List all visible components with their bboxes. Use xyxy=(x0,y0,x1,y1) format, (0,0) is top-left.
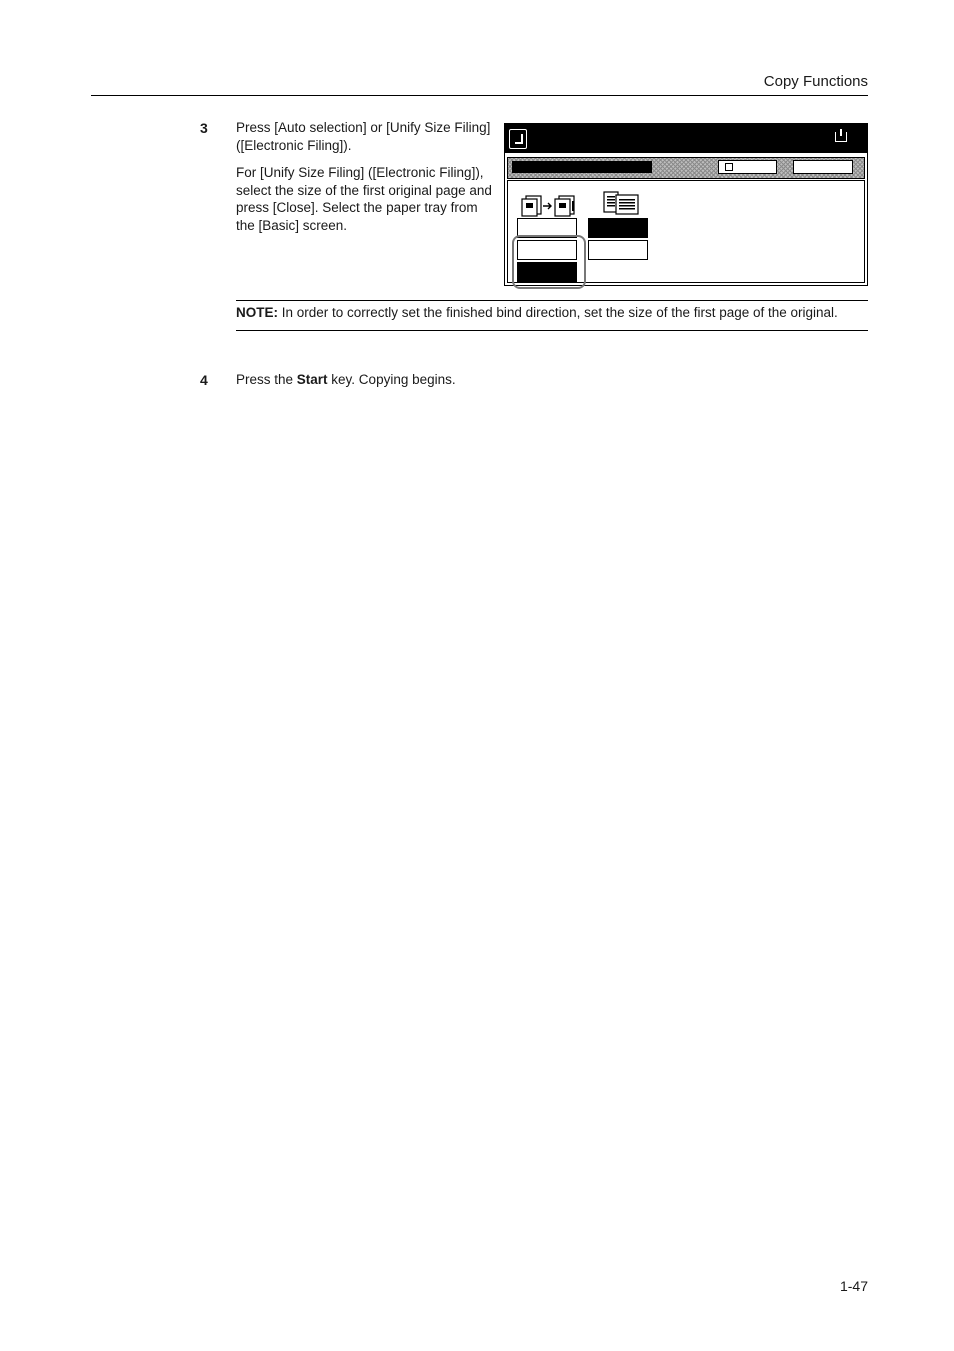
step-3-paragraph-2: For [Unify Size Filing] ([Electronic Filing]), select the size of the first original page and press [Close]. Select the paper tray from the [Basic] screen. xyxy=(236,165,492,233)
selection-highlight xyxy=(512,235,586,289)
note-box xyxy=(236,300,868,331)
note-text: In order to correctly set the finished bind direction, set the size of the first page of the original. xyxy=(278,305,838,320)
step-4-text-after: key. Copying begins. xyxy=(327,372,456,387)
step-4-body xyxy=(236,371,836,389)
filing-option-button-1[interactable] xyxy=(588,218,648,238)
panel-subheader-title xyxy=(512,161,652,173)
document-icon xyxy=(509,129,527,149)
panel-title-bar xyxy=(505,124,867,153)
filing-option-button-2[interactable] xyxy=(588,240,648,260)
start-key-label: Start xyxy=(296,372,328,387)
operation-panel-screenshot xyxy=(504,123,868,286)
step-3-body xyxy=(236,119,498,244)
header-title: Copy Functions xyxy=(763,73,868,90)
page-number: 1-47 xyxy=(839,1278,868,1294)
copy-size-icon xyxy=(520,195,578,217)
step-3-paragraph-1: Press [Auto selection] or [Unify Size Filing] ([Electronic Filing]). xyxy=(236,120,491,153)
panel-close-button[interactable] xyxy=(793,160,853,174)
step-number-3: 3 xyxy=(200,120,208,136)
step-4-text-before: Press the xyxy=(236,372,297,387)
note-label: NOTE: xyxy=(236,305,278,320)
panel-content xyxy=(507,180,865,283)
header-divider xyxy=(91,95,868,96)
unify-filing-icon xyxy=(602,191,640,215)
power-icon xyxy=(835,132,847,142)
panel-subheader xyxy=(507,157,865,179)
step-number-4: 4 xyxy=(200,372,208,388)
panel-shortcut-button[interactable] xyxy=(718,160,777,174)
